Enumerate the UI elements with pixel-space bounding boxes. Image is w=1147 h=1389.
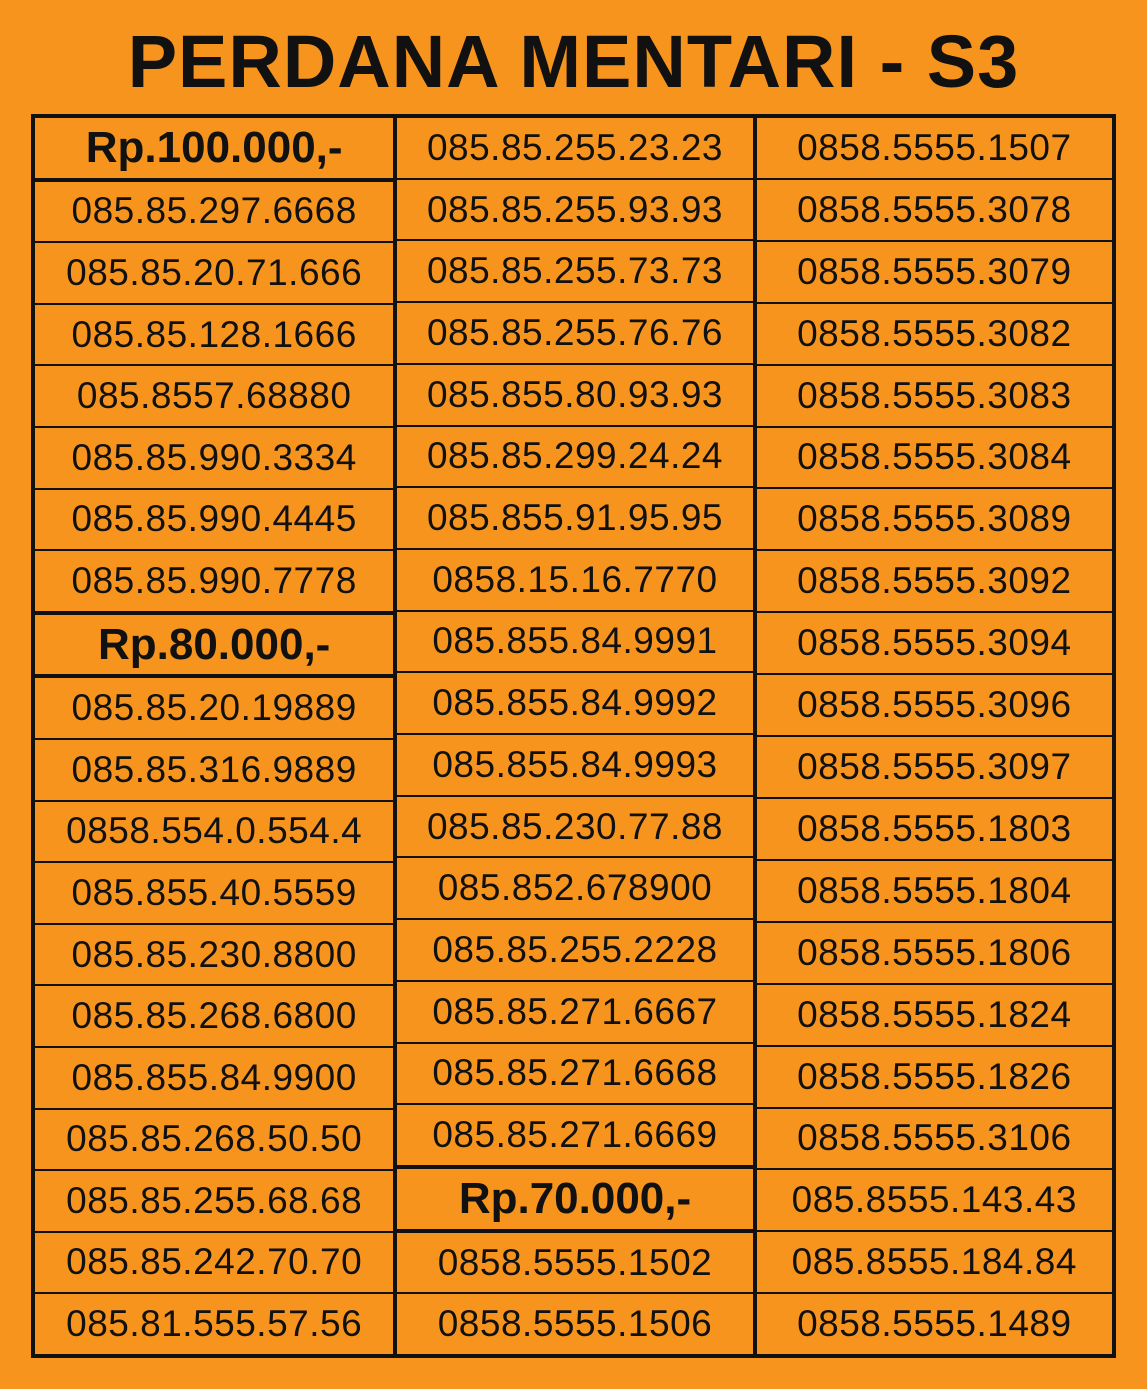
phone-number-cell: 0858.5555.3084 [757,426,1112,488]
phone-number-cell: 085.855.84.9992 [397,671,752,733]
phone-number-cell: 085.85.230.8800 [35,923,393,985]
phone-number-cell: 085.855.84.9991 [397,610,752,672]
price-header: Rp.100.000,- [85,122,343,172]
phone-number-cell: 0858.5555.3083 [757,364,1112,426]
phone-number-cell: 085.85.299.24.24 [397,425,752,487]
phone-number-cell: 085.85.255.76.76 [397,301,752,363]
phone-number-cell: 0858.5555.1804 [757,859,1112,921]
price-header: Rp.80.000,- [35,611,393,675]
phone-number-cell: 0858.5555.3079 [757,240,1112,302]
phone-number-cell: 085.85.990.3334 [35,426,393,488]
table-column-1 [35,118,393,1354]
phone-number-cell: 085.85.990.4445 [35,488,393,550]
phone-number-cell: 0858.5555.3094 [757,611,1112,673]
number-price-table [31,114,1116,1358]
table-column-2 [393,118,752,1354]
phone-number-cell: 0858.15.16.7770 [397,548,752,610]
phone-number-cell: 085.81.555.57.56 [35,1292,393,1354]
phone-number-cell: 0858.5555.3096 [757,673,1112,735]
phone-number-cell: 0858.5555.3097 [757,735,1112,797]
phone-number-cell: 085.85.255.68.68 [35,1169,393,1231]
phone-number-cell: 0858.5555.1502 [397,1229,752,1293]
phone-number-cell: 085.85.255.2228 [397,918,752,980]
phone-number-cell: 085.855.84.9900 [35,1046,393,1108]
phone-number-cell: 085.85.271.6669 [397,1103,752,1165]
phone-number-cell: 085.855.40.5559 [35,861,393,923]
phone-number-cell: 085.85.242.70.70 [35,1231,393,1293]
phone-number-cell: 085.85.128.1666 [35,303,393,365]
phone-number-cell: 0858.5555.1824 [757,983,1112,1045]
phone-number-cell: 0858.554.0.554.4 [35,800,393,862]
phone-number-cell: 085.85.255.93.93 [397,178,752,240]
phone-number-cell: 0858.5555.3089 [757,487,1112,549]
phone-number-cell: 0858.5555.1507 [797,126,1072,168]
phone-number-cell: 085.8557.68880 [35,364,393,426]
phone-number-cell: 085.85.268.6800 [35,984,393,1046]
phone-number-cell: 085.85.255.73.73 [397,239,752,301]
phone-number-cell: 085.85.297.6668 [35,178,393,242]
phone-number-cell: 0858.5555.3092 [757,549,1112,611]
phone-number-cell: 0858.5555.3078 [757,178,1112,240]
page-title: PERDANA MENTARI - S3 [127,20,1020,103]
phone-number-cell: 0858.5555.1489 [757,1292,1112,1354]
phone-number-cell: 0858.5555.1826 [757,1045,1112,1107]
phone-number-cell: 085.85.20.19889 [35,674,393,738]
phone-number-cell: 085.85.268.50.50 [35,1108,393,1170]
phone-number-cell: 085.855.91.95.95 [397,486,752,548]
phone-number-cell: 085.8555.143.43 [757,1168,1112,1230]
phone-number-cell: 085.85.20.71.666 [35,241,393,303]
phone-number-cell: 0858.5555.1803 [757,797,1112,859]
phone-number-cell: 085.8555.184.84 [757,1230,1112,1292]
phone-number-cell: 085.85.271.6668 [397,1042,752,1104]
phone-number-cell: 0858.5555.3106 [757,1107,1112,1169]
phone-number-cell: 0858.5555.1506 [397,1292,752,1354]
phone-number-cell: 0858.5555.3082 [757,302,1112,364]
phone-number-cell: 085.855.84.9993 [397,733,752,795]
phone-number-cell: 085.85.271.6667 [397,980,752,1042]
phone-number-cell: 085.85.230.77.88 [397,795,752,857]
price-header: Rp.70.000,- [397,1165,752,1229]
table-column-3 [753,118,1112,1354]
phone-number-cell: 085.85.990.7778 [35,549,393,611]
phone-number-cell: 085.852.678900 [397,856,752,918]
phone-number-cell: 085.85.255.23.23 [426,126,724,168]
phone-number-cell: 085.85.316.9889 [35,738,393,800]
phone-number-cell: 085.855.80.93.93 [397,363,752,425]
phone-number-cell: 0858.5555.1806 [757,921,1112,983]
